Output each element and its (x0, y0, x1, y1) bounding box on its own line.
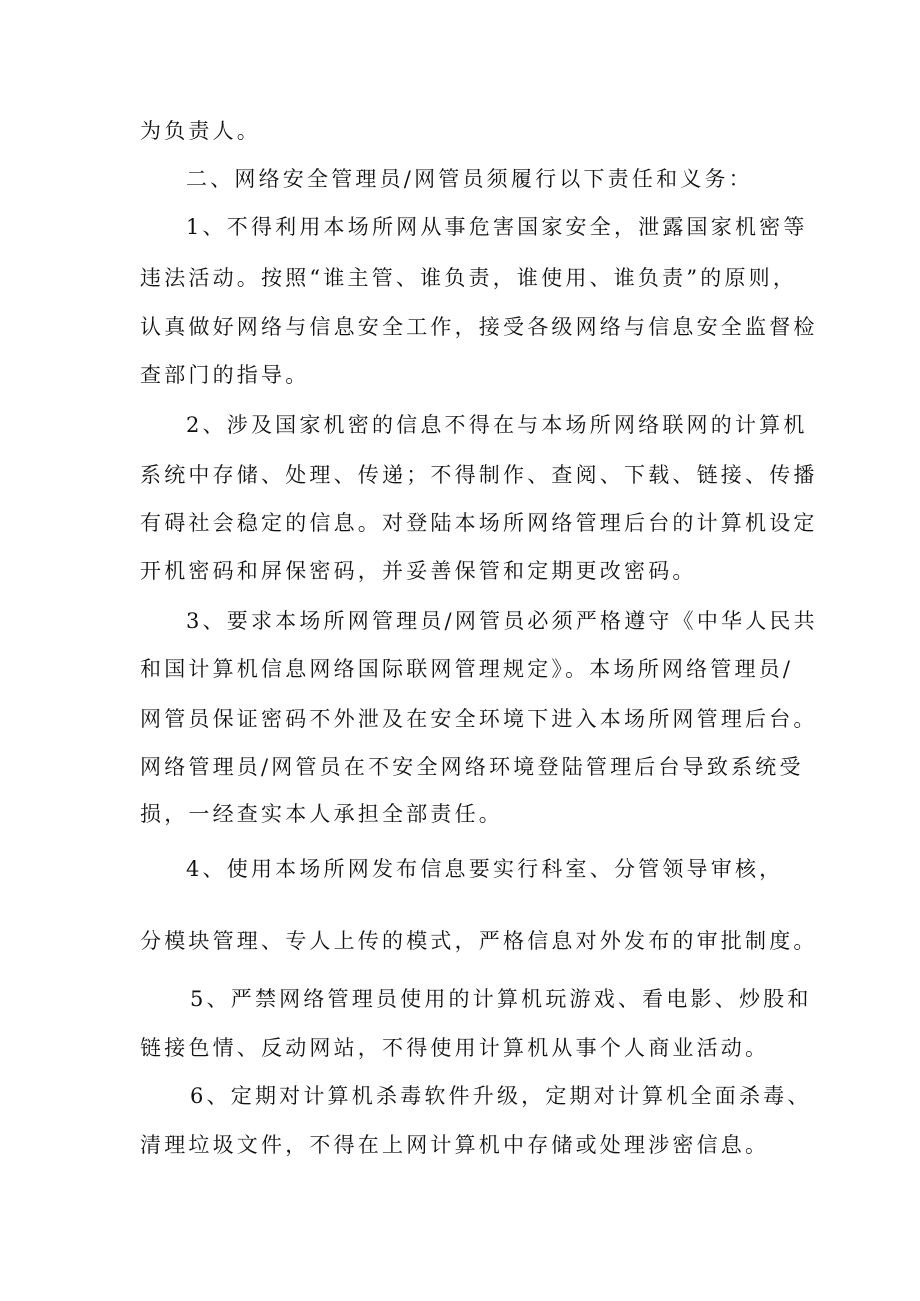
text-line: 1、不得利用本场所网从事危害国家安全，泄露国家机密等 (186, 215, 808, 239)
text-line: 4、使用本场所网发布信息要实行科室、分管领导审核， (186, 857, 784, 881)
text-line: 网络管理员/网管员在不安全网络环境登陆管理后台导致系统受 (140, 755, 804, 779)
text-line: 损，一经查实本人承担全部责任。 (140, 802, 503, 826)
text-line: 清理垃圾文件，不得在上网计算机中存储或处理涉密信息。 (140, 1133, 770, 1157)
text-line: 开机密码和屏保密码，并妥善保管和定期更改密码。 (140, 559, 697, 583)
text-line: 分模块管理、专人上传的模式，严格信息对外发布的审批制度。 (140, 929, 818, 953)
text-line: 查部门的指导。 (140, 363, 310, 387)
text-line: 认真做好网络与信息安全工作，接受各级网络与信息安全监督检 (140, 315, 818, 339)
text-line: 6、定期对计算机杀毒软件升级，定期对计算机全面杀毒、 (190, 1084, 812, 1108)
text-line: 和国计算机信息网络国际联网管理规定》。本场所网络管理员/ (140, 657, 794, 681)
text-line: 5、严禁网络管理员使用的计算机玩游戏、看电影、炒股和 (190, 987, 812, 1011)
text-line: 违法活动。按照“谁主管、谁负责，谁使用、谁负责”的原则， (140, 266, 798, 290)
text-line: 链接色情、反动网站，不得使用计算机从事个人商业活动。 (140, 1036, 770, 1060)
text-line: 有碍社会稳定的信息。对登陆本场所网络管理后台的计算机设定 (140, 511, 818, 535)
section-heading: 二、网络安全管理员/网管员须履行以下责任和义务： (186, 167, 753, 191)
text-line: 2、涉及国家机密的信息不得在与本场所网络联网的计算机 (186, 413, 808, 437)
text-line: 系统中存储、处理、传递；不得制作、查阅、下载、链接、传播 (140, 463, 818, 487)
text-line: 为负责人。 (140, 119, 261, 143)
text-line: 网管员保证密码不外泄及在安全环境下进入本场所网管理后台。 (140, 707, 818, 731)
text-line: 3、要求本场所网管理员/网管员必须严格遵守《中华人民共 (186, 609, 818, 633)
